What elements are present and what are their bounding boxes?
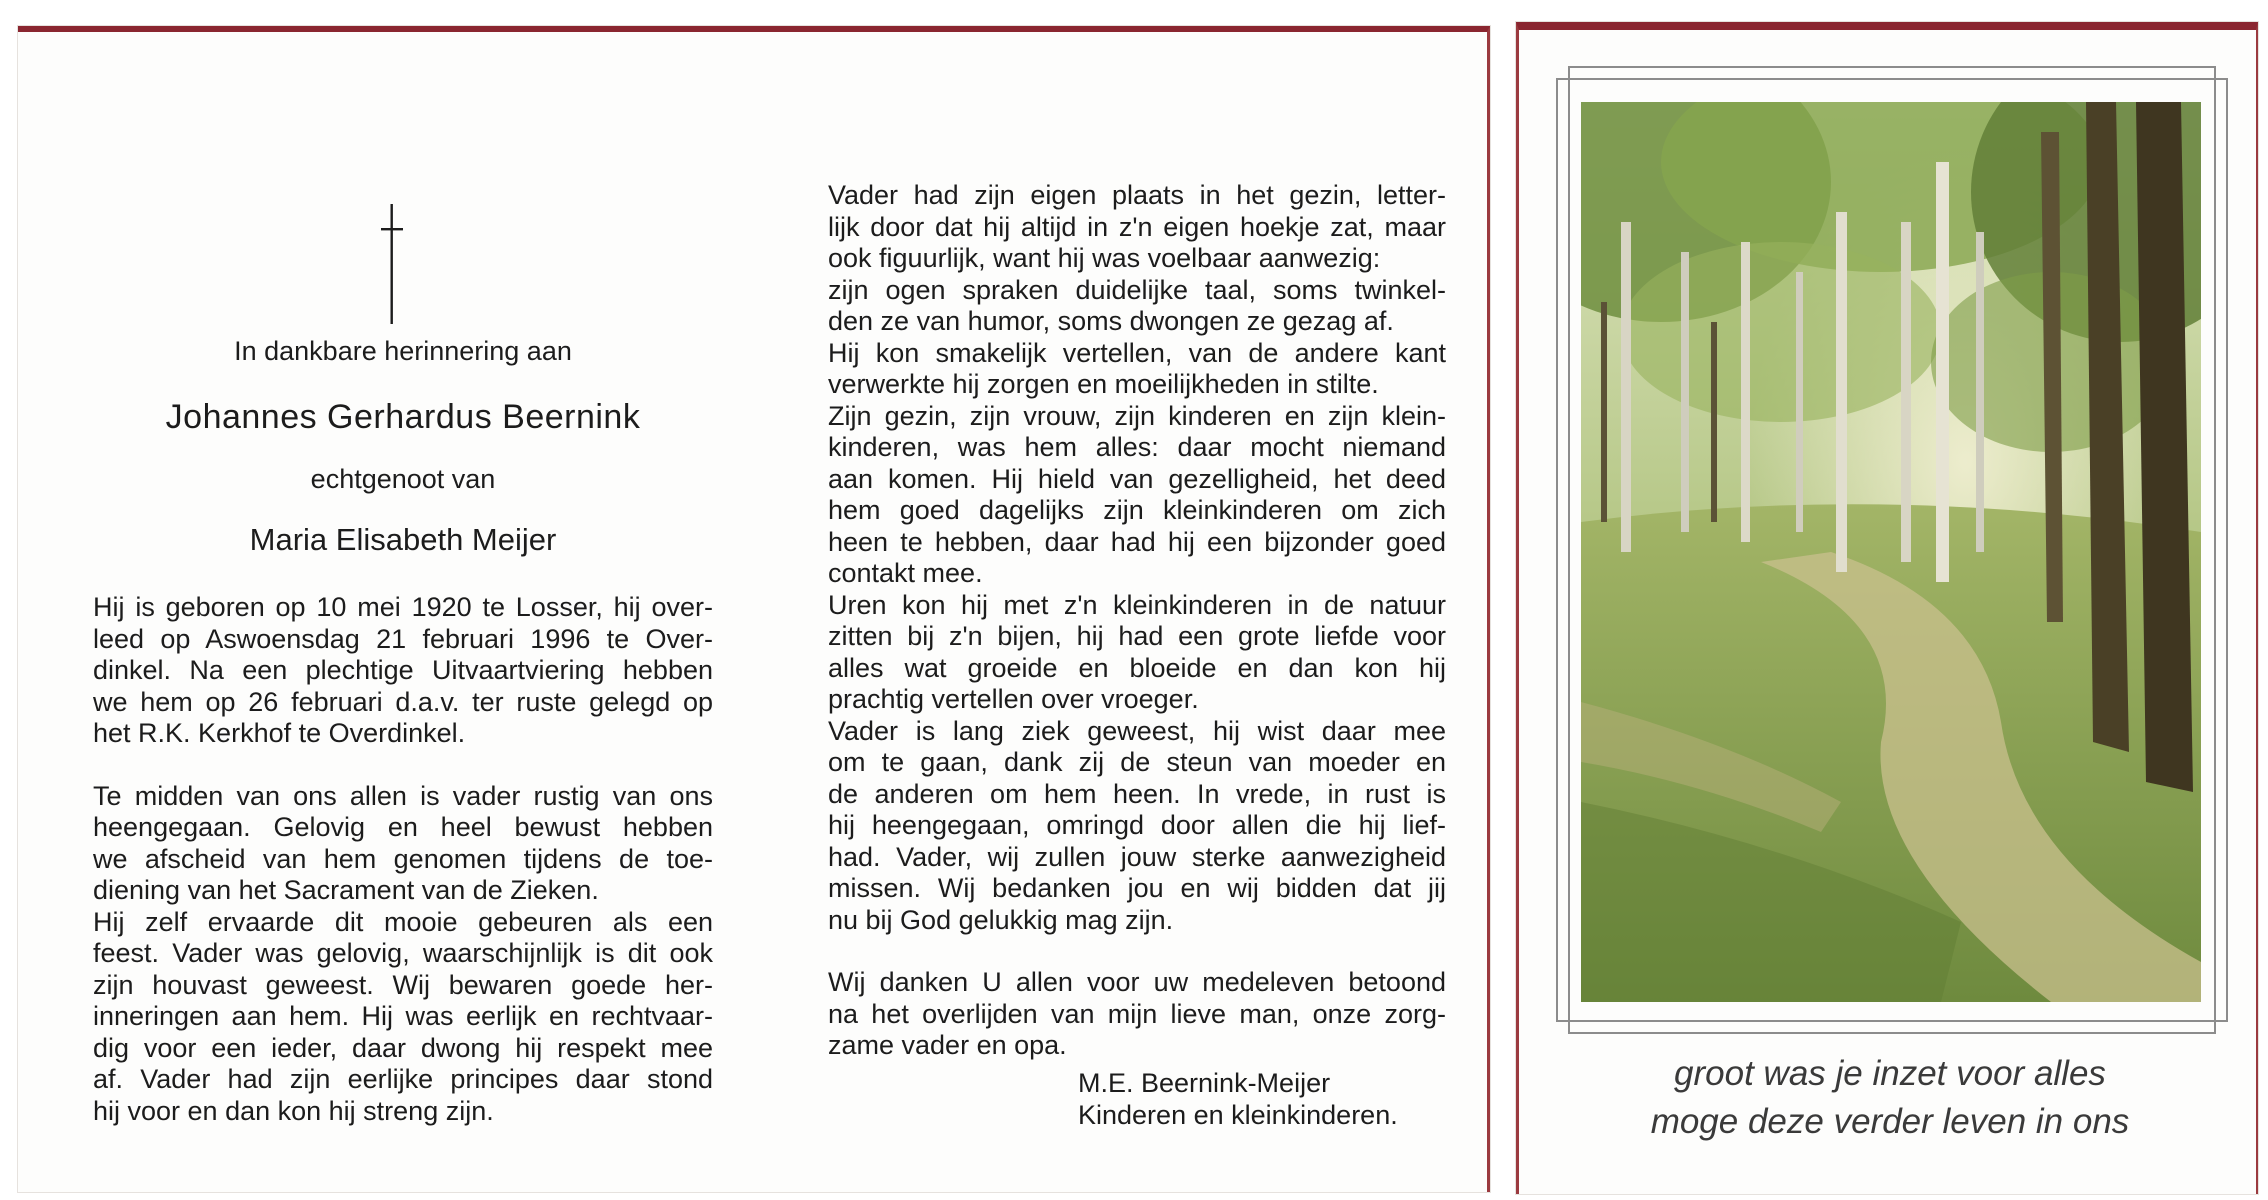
text-line: lijk door dat hij altijd in z'n eigen hoekje zat, maar: [828, 211, 1446, 242]
text-line: Zijn gezin, zijn vrouw, zijn kinderen en zijn klein-: [828, 400, 1446, 431]
text-line: Te midden van ons allen is vader rustig van ons: [93, 780, 713, 811]
caption-line-1: groot was je inzet voor alles: [1674, 1054, 2106, 1093]
text-line: contakt mee.: [828, 558, 983, 588]
spouse-name: Maria Elisabeth Meijer: [249, 522, 557, 557]
text-line: om te gaan, dank zij de steun van moeder en: [828, 747, 1446, 777]
intro-line: In dankbare herinnering aan: [234, 336, 572, 366]
text-line: dig voor een ieder, daar dwong hij respekt mee: [93, 1032, 713, 1063]
text-line: nu bij God gelukkig mag zijn.: [828, 904, 1174, 935]
text-line: Hij kon smakelijk vertellen, van de andere kant: [828, 337, 1446, 368]
text-line: hij heengegaan, omringd door allen die hij lief-: [828, 810, 1446, 840]
text-line: leed op Aswoensdag 21 februari 1996 te Over-: [93, 623, 713, 654]
text-line: heengegaan. Gelovig en heel bewust hebben: [93, 812, 713, 842]
cross-icon: [376, 204, 408, 324]
text-line: Hij zelf ervaarde dit mooie gebeuren als een: [93, 906, 713, 937]
text-line: Hij is geboren op 10 mei 1920 te Losser, hij over-: [93, 592, 713, 622]
text-line: na het overlijden van mijn lieve man, onze zorg-: [828, 998, 1446, 1029]
text-line: Uren kon hij met z'n kleinkinderen in de natuur: [828, 589, 1446, 620]
forest-path-photo: [1581, 102, 2201, 1002]
caption-line-2: moge deze verder leven in ons: [1650, 1102, 2130, 1141]
text-line: kinderen, was hem alles: daar mocht niemand: [828, 432, 1446, 462]
text-line: af. Vader had zijn eerlijke principes daar stond: [93, 1064, 713, 1094]
text-line: missen. Wij bedanken jou en wij bidden dat jij: [828, 873, 1446, 903]
paragraph-gap: [93, 750, 713, 781]
text-line: heen te hebben, daar had hij een bijzonder goed: [828, 526, 1446, 557]
text-line: alles wat groeide en bloeide en dan kon hij: [828, 652, 1446, 683]
text-line: Wij danken U allen voor uw medeleven betoond: [828, 967, 1446, 997]
text-line: we hem op 26 februari d.a.v. ter ruste gelegd op: [93, 686, 713, 717]
text-column-left: [93, 592, 713, 1127]
text-line: zame vader en opa.: [828, 1030, 1067, 1060]
paragraph-gap: [828, 936, 1446, 967]
text-line: het R.K. Kerkhof te Overdinkel.: [93, 718, 466, 748]
signature-line: M.E. Beernink-Meijer: [1078, 1068, 1331, 1098]
text-line: had. Vader, wij zullen jouw sterke aanwezigheid: [828, 841, 1446, 872]
text-line: inneringen aan hem. Hij was eerlijk en rechtvaar-: [93, 1001, 713, 1031]
text-line: aan komen. Hij hield van gezelligheid, het deed: [828, 463, 1446, 494]
text-line: verwerkte hij zorgen en moeilijkheden in stilte.: [828, 369, 1379, 399]
text-line: zitten bij z'n bijen, hij had een grote liefde voor: [828, 621, 1446, 651]
text-line: dinkel. Na een plechtige Uitvaartviering hebben: [93, 655, 713, 685]
text-line: den ze van humor, soms dwongen ze gezag af.: [828, 306, 1394, 336]
text-line: we afscheid van hem genomen tijdens de toe-: [93, 843, 713, 874]
memorial-card-text-panel: [18, 26, 1490, 1192]
text-line: hij voor en dan kon hij streng zijn.: [93, 1095, 494, 1126]
text-line: Vader had zijn eigen plaats in het gezin, letter-: [828, 180, 1446, 210]
text-line: hem goed dagelijks zijn kleinkinderen om zich: [828, 495, 1446, 525]
signature-block: [1078, 1068, 1398, 1131]
memorial-card-photo-panel: [1516, 22, 2258, 1194]
text-line: prachtig vertellen over vroeger.: [828, 684, 1199, 714]
text-column-right: [828, 180, 1446, 1062]
deceased-name: Johannes Gerhardus Beernink: [165, 398, 641, 436]
text-line: feest. Vader was gelovig, waarschijnlijk is dit ook: [93, 938, 713, 968]
text-line: diening van het Sacrament van de Zieken.: [93, 875, 599, 905]
text-line: de anderen om hem heen. In vrede, in rust is: [828, 778, 1446, 809]
spouse-label: echtgenoot van: [310, 464, 496, 494]
text-line: ook figuurlijk, want hij was voelbaar aanwezig:: [828, 243, 1381, 273]
text-line: zijn houvast geweest. Wij bewaren goede her-: [93, 969, 713, 1000]
signature-line: Kinderen en kleinkinderen.: [1078, 1099, 1398, 1130]
text-line: zijn ogen spraken duidelijke taal, soms twinkel-: [828, 274, 1446, 305]
text-line: Vader is lang ziek geweest, hij wist daar mee: [828, 715, 1446, 746]
